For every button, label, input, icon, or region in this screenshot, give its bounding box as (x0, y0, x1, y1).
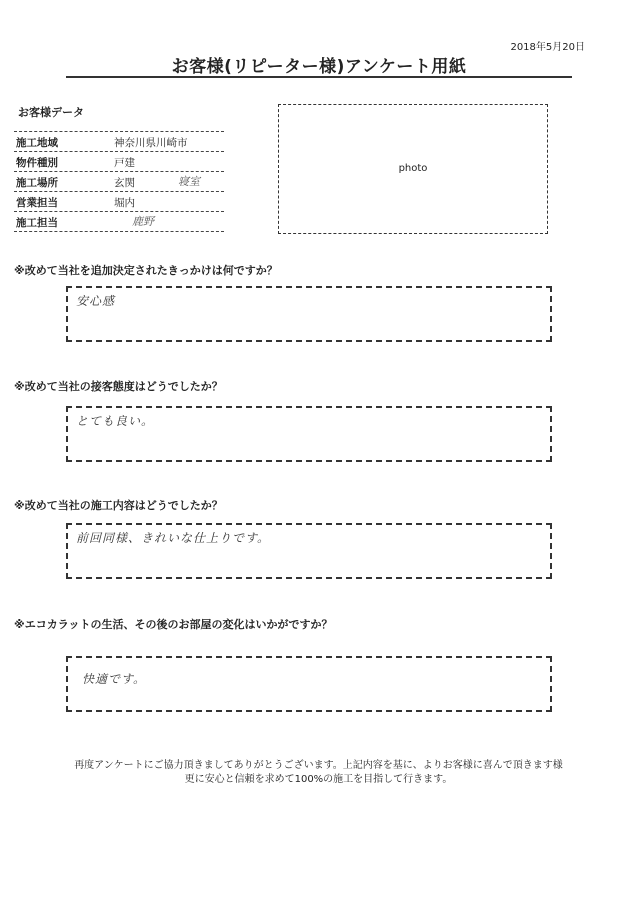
row-handwriting: 鹿野 (132, 215, 154, 228)
answer-box-2 (66, 406, 552, 462)
row-value: 堀内 (114, 197, 135, 209)
question-4: ※エコカラットの生活、その後のお部屋の変化はいかがですか？ (14, 618, 333, 631)
answer-1: 安心感 (76, 294, 116, 308)
question-1: ※改めて当社を追加決定されたきっかけは何ですか？ (14, 264, 278, 277)
photo-placeholder (278, 104, 548, 234)
row-value: 神奈川県川崎市 (114, 137, 188, 149)
row-key: 物件種別 (16, 157, 58, 169)
row-key: 施工担当 (16, 217, 58, 229)
survey-date: 2018年5月20日 (510, 42, 585, 53)
answer-3: 前回同様、きれいな仕上りです。 (76, 531, 271, 545)
row-key: 営業担当 (16, 197, 58, 209)
answer-box-3 (66, 523, 552, 579)
customer-row-sales-rep (14, 192, 224, 212)
customer-row-location (14, 172, 224, 192)
question-3: ※改めて当社の施工内容はどうでしたか？ (14, 499, 223, 512)
answer-box-4 (66, 656, 552, 712)
row-key: 施工場所 (16, 177, 58, 189)
customer-data-table (14, 131, 224, 232)
closing-message (20, 759, 617, 787)
closing-line-1: 再度アンケートにご協力頂きましてありがとうございます。上記内容を基に、よりお客様に喜んで頂きます様 (74, 760, 563, 771)
question-2: ※改めて当社の接客態度はどうでしたか？ (14, 380, 223, 393)
row-handwriting: 寝室 (178, 175, 200, 188)
customer-row-installer (14, 212, 224, 232)
answer-2: とても良い。 (76, 414, 155, 428)
row-key: 施工地域 (16, 137, 58, 149)
answer-4: 快適です。 (82, 672, 147, 686)
closing-line-2: 更に安心と信頼を求めて100%の施工を目指して行きます。 (184, 774, 453, 785)
page-title: お客様(リピーター様)アンケート用紙 (171, 57, 467, 77)
customer-row-area (14, 131, 224, 152)
customer-data-heading: お客様データ (18, 106, 84, 119)
photo-label: photo (398, 163, 428, 174)
row-value: 戸建 (114, 157, 135, 169)
title-underline (66, 76, 572, 78)
answer-box-1 (66, 286, 552, 342)
row-value: 玄関 (114, 177, 135, 189)
customer-row-property-type (14, 152, 224, 172)
